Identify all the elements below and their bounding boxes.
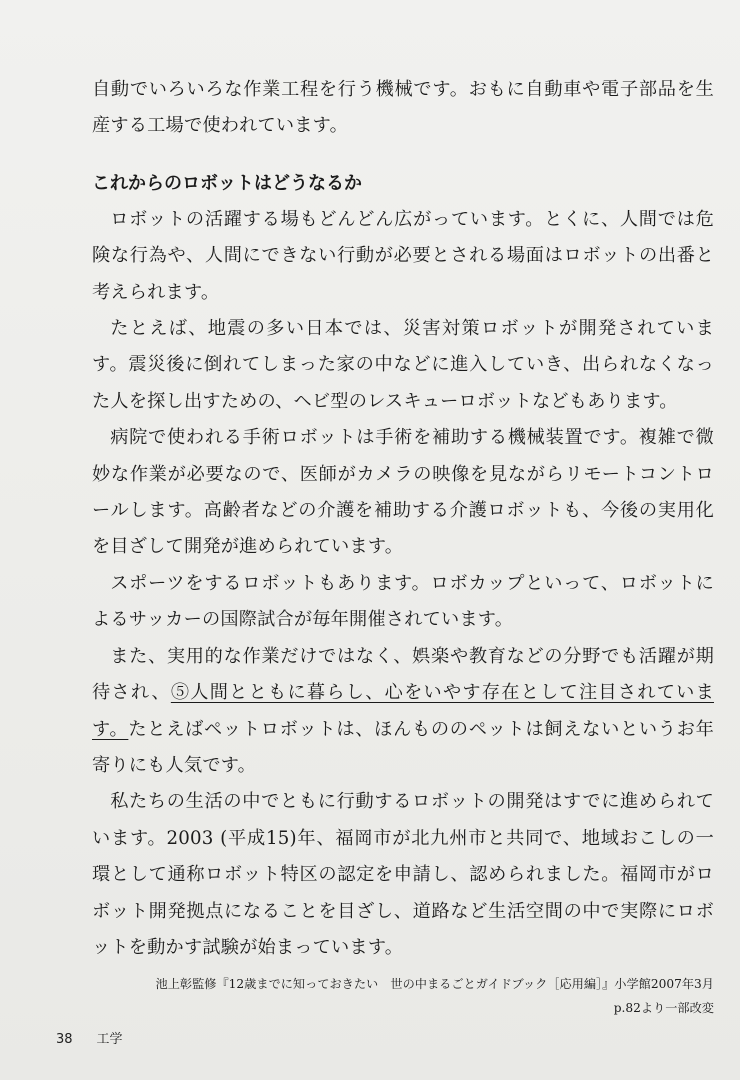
paragraph-robot-scope: ロボットの活躍する場もどんどん広がっています。とくに、人間では危険な行為や、人間にできない行動が必要とされる場面はロボットの出番と考えられます。 [92, 208, 714, 303]
source-citation [92, 972, 714, 1020]
paragraph-text: たとえばペットロボットは、ほんもののペットは飼えないというお年寄りにも人気です。 [92, 718, 715, 776]
section-label: 工学 [96, 1032, 123, 1047]
paragraph-surgical-robot: 病院で使われる手術ロボットは手術を補助する機械装置です。複雑で微妙な作業が必要なので、医師がカメラの映像を見ながらリモートコントロールします。高齢者などの介護を補助する介護ロボットも、今後の実用化を目ざして開発が進められています。 [92, 427, 714, 558]
paragraph-disaster-robot: たとえば、地震の多い日本では、災害対策ロボットが開発されています。震災後に倒れてしまった家の中などに進入していき、出られなくなった人を探し出すための、ヘビ型のレスキューロボットなどもあります。 [92, 318, 714, 412]
section-heading: これからのロボットはどうなるか [92, 172, 362, 194]
underlined-passage-5: ⑤人間とともに暮らし、心をいやす存在として注目されています。 [92, 682, 714, 740]
paragraph-text: また、実用的な作業だけではなく、娯楽や教育などの分野でも活躍が期待され、 [92, 645, 714, 704]
citation-line: p.82より一部改変 [613, 1001, 714, 1016]
article-body [92, 72, 714, 1020]
paragraph-entertainment-robot [92, 639, 714, 785]
intro-paragraph: 自動でいろいろな作業工程を行う機械です。おもに自動車や電子部品を生産する工場で使われています。 [92, 79, 714, 137]
page-number: 38 [56, 1032, 73, 1047]
paragraph-robot-special-zone: 私たちの生活の中でともに行動するロボットの開発はすでに進められています。2003 (平成15)年、福岡市が北九州市と共同で、地域おこしの一環として通称ロボット特区の認定を申請し、認められました。福岡市がロボット開発拠点になることを目ざし、道路など生活空間の中で実際にロボットを動かす試験が始まっています。 [92, 791, 714, 958]
page-footer [56, 1028, 147, 1047]
paragraph-sports-robot: スポーツをするロボットもあります。ロボカップといって、ロボットによるサッカーの国際試合が毎年開催されています。 [92, 572, 714, 631]
citation-line: 池上彰監修『12歳までに知っておきたい 世の中まるごとガイドブック［応用編］』小学館2007年3月 [155, 977, 714, 992]
